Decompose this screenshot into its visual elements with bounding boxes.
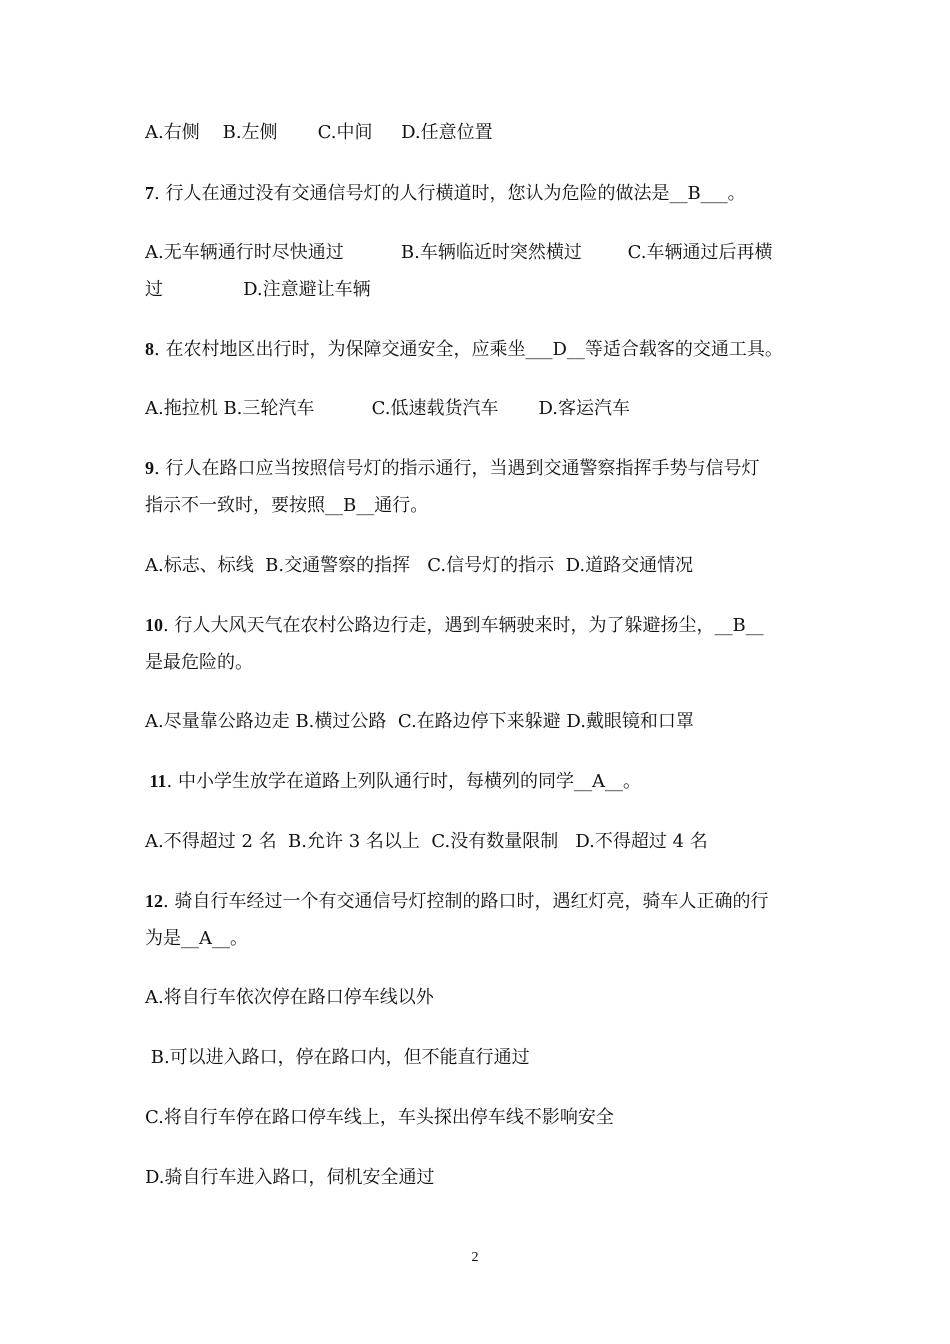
question-line: 7. 行人在通过没有交通信号灯的人行横道时，您认为危险的做法是__B___。	[145, 183, 746, 204]
question-line: 11. 中小学生放学在道路上列队通行时，每横列的同学__A__。	[145, 771, 641, 792]
text-line: A.标志、标线 B.交通警察的指挥 C.信号灯的指示 D.道路交通情况	[145, 555, 694, 576]
page-number: 2	[471, 1250, 479, 1265]
text-line: 指示不一致时，要按照__B__通行。	[145, 495, 429, 516]
text-line: A.无车辆通行时尽快通过 B.车辆临近时突然横过 C.车辆通过后再横	[145, 242, 773, 263]
text-line: A.右侧 B.左侧 C.中间 D.任意位置	[145, 122, 493, 143]
text-line: 是最危险的。	[145, 652, 253, 673]
text-line: 为是__A__。	[145, 928, 248, 949]
question-line: 9. 行人在路口应当按照信号灯的指示通行，当遇到交通警察指挥手势与信号灯	[145, 458, 760, 479]
text-line: A.将自行车依次停在路口停车线以外	[145, 987, 434, 1008]
question-line: 10. 行人大风天气在农村公路边行走，遇到车辆驶来时，为了躲避扬尘，__B__	[145, 615, 764, 636]
text-line: B.可以进入路口，停在路口内，但不能直行通过	[145, 1047, 530, 1068]
text-line: A.拖拉机 B.三轮汽车 C.低速载货汽车 D.客运汽车	[145, 398, 631, 419]
text-line: C.将自行车停在路口停车线上，车头探出停车线不影响安全	[145, 1107, 614, 1128]
question-line: 8. 在农村地区出行时，为保障交通安全，应乘坐___D__等适合载客的交通工具。	[145, 339, 783, 360]
question-line: 12. 骑自行车经过一个有交通信号灯控制的路口时，遇红灯亮，骑车人正确的行	[145, 891, 769, 912]
text-line: 过 D.注意避让车辆	[145, 279, 371, 300]
text-line: A.尽量靠公路边走 B.横过公路 C.在路边停下来躲避 D.戴眼镜和口罩	[145, 711, 694, 732]
text-line: A.不得超过 2 名 B.允许 3 名以上 C.没有数量限制 D.不得超过 4 名	[145, 831, 708, 852]
text-line: D.骑自行车进入路口，伺机安全通过	[145, 1167, 435, 1188]
